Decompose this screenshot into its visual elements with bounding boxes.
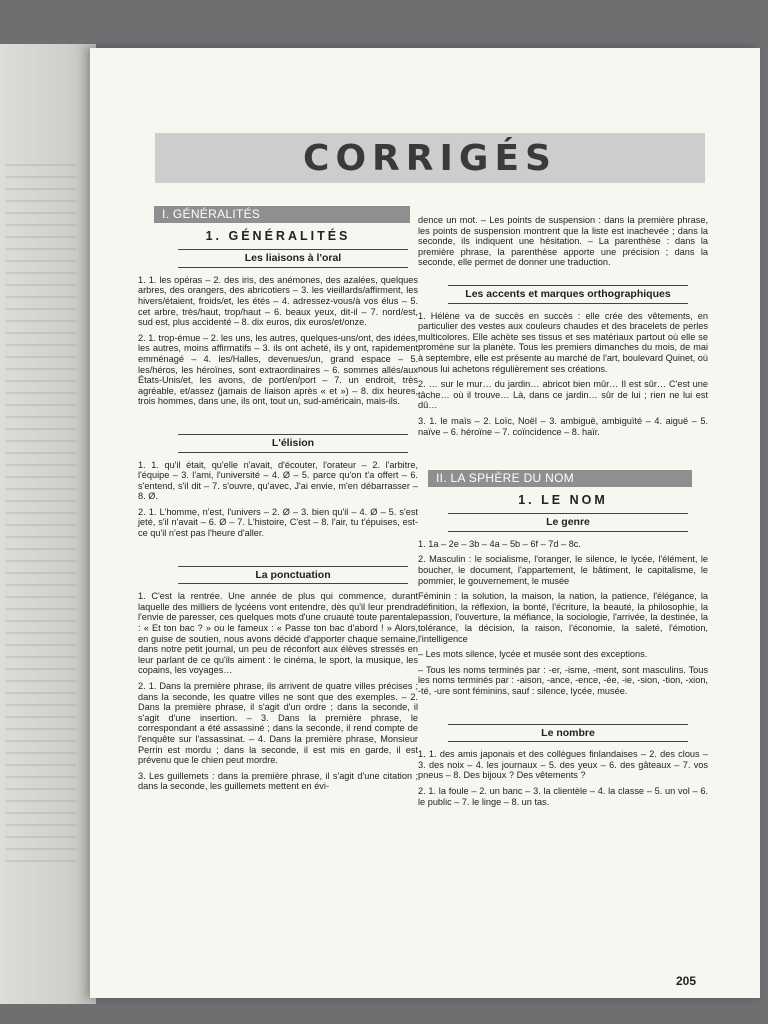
subsection-title: Le nombre (448, 724, 688, 743)
exercise-answer: 1. C'est la rentrée. Une année de plus qui commence, durant laquelle des milliers de lycéens vont entendre, dès qu'il leur prendra l'envie de paresser, ces quelques mots d'une cruauté toute parentale : « Et ton bac ? » ou le fameux : « Passe ton bac d'abord ! » Alors, en guise de soutien, nous avons décidé d'apporter chaque semaine, dans notre petit journal, un peu de réconfort aux élèves stressés en leur parlant de ce qu'ils aiment : le cinéma, le sport, la musique, les copains, les voyages… (138, 591, 418, 676)
exercise-answer: 1. 1a – 2e – 3b – 4a – 5b – 6f – 7d – 8c. (418, 538, 581, 549)
left-page-edge (0, 44, 96, 1004)
page-title: CORRIGÉS (303, 137, 557, 179)
subsection-title: Les accents et marques orthographiques (448, 285, 688, 304)
exercise-answer: 1. 1. les opéras – 2. des iris, des anémones, des azalées, quelques arbres, des orangers, des abricotiers – 3. les vieillards/affirment, les hivers/étaient, froids/et, les étés – 4. adressez-vous/à vos élus – 5. cet arbre, très/haut, trop/haut – 6. beaux yeux, dit-il – 7. nord/est, sud est, plus accidenté – 8. dix euros, dix euros/et/onze. (138, 274, 418, 328)
subsection-title: Le genre (448, 513, 688, 532)
exercise-answer: 1. 1. des amis japonais et des collègues finlandaises – 2. des clous – 3. des noix – 4. les journaux – 5. des yeux – 6. des gâteaux – 7. vos pneus – 8. Des bijoux ? Des vêtements ? (418, 749, 708, 781)
exercise-answer: 1. Hélène va de succès en succès : elle crée des vêtements, en particulier des vestes aux couleurs chaudes et des bracelets de perles multicolores. Elle achète ses tissus et ses matériaux partout où elle se promène sur la planète. Tous les premiers dimanches du mois, de mai à septembre, elle est présente au marché de l'art, boulevard Quinet, où nous lui achetons régulièrement ses créations. (418, 310, 708, 374)
exercise-answer: – Les mots silence, lycée et musée sont des exceptions. (418, 649, 648, 660)
exercise-answer: – Tous les noms terminés par : -er, -isme, -ment, sont masculins. Tous les noms terminés par : -aison, -ance, -ence, -ée, -ie, -sion, -tion, -xion, -té, -ure sont féminins, sauf : silence, lycée, musée. (418, 664, 708, 696)
book-page (90, 48, 760, 998)
chapter-title: 1. LE NOM (518, 492, 608, 507)
bleed-through-text (6, 164, 76, 864)
left-column (138, 206, 418, 797)
exercise-answer: 2. 1. L'homme, n'est, l'univers – 2. Ø – 3. bien qu'il – 4. Ø – 5. s'est jeté, s'il n'avait – 6. Ø – 7. L'histoire, C'est – 8. l'air, tu t'épuises, est-ce qu'il n'est pas l'heure d'aller. (138, 506, 418, 539)
exercise-answer: 3. 1. le maïs – 2. Loïc, Noël – 3. ambiguë, ambiguïté – 4. aiguë – 5. naïve – 6. héroïne – 7. coïncidence – 8. haïr. (418, 415, 708, 437)
section-bar: II. LA SPHÈRE DU NOM (428, 470, 692, 487)
exercise-answer: 2. 1. la foule – 2. un banc – 3. la clientèle – 4. la classe – 5. un vol – 6. le public – 7. le linge – 8. un tas. (418, 785, 708, 807)
exercise-answer: 2. 1. trop-émue – 2. les uns, les autres, quelques-uns/ont, des idées, les autres, moins affirmatifs – 3. ils ont acheté, ils y ont, rapidement emménagé – 4. les/Halles, devenues/un, grand espace – 5. les/héros, les héroïnes, sont extraordinaires – 6. sommes allés/aux États-Unis/et, les avons, de port/en/port – 7. un endroit, très agréable, et/assez (jamais de liaison après « et ») – 8. dix heures, trois hommes, dans une, ils ont, tout un, sud-américain, mais-ils. (138, 332, 418, 407)
page-number: 205 (675, 974, 696, 988)
page-banner (155, 133, 705, 183)
subsection-title: La ponctuation (178, 566, 408, 585)
subsection-title: L'élision (178, 434, 408, 453)
chapter-title: 1. GÉNÉRALITÉS (205, 228, 351, 243)
exercise-answer: 2. 1. Dans la première phrase, ils arrivent de quatre villes précises ; dans la seconde, les quatre villes ne sont que des exemples. – 2. Dans la première phrase, il s'agit d'un ordre ; dans la seconde, il s'agit d'une insertion. – 3. Dans la première phrase, le correspondant a été assassiné ; dans la seconde, il rend compte de l'enquête sur l'assassinat. – 4. Dans la première phrase, Monsieur Perrin est mordu ; dans la seconde, il est mis en garde, il est prévenu que le chien peut mordre. (138, 681, 418, 766)
subsection-title: Les liaisons à l'oral (178, 249, 408, 268)
exercise-answer: 2. Masculin : le socialisme, l'oranger, le silence, le lycée, l'élément, le boucher, le document, l'appartement, le bâtiment, le capitalisme, le pommier, le gouvernement, le musée (418, 554, 708, 586)
section-bar: I. GÉNÉRALITÉS (154, 206, 410, 223)
exercise-answer: 1. 1. qu'il était, qu'elle n'avait, d'écouter, l'orateur – 2. l'arbitre, l'équipe – 3. l'ami, l'université – 4. Ø – 5. parce qu'on t'a offert – 6. s'entend, s'il dit – 7. s'ouvre, qu'avec, J'ai envie, m'en débarrasser – 8. Ø. (138, 459, 418, 502)
right-column (418, 215, 708, 812)
exercise-answer: Féminin : la solution, la maison, la nation, la patience, l'élégance, la définition, la réflexion, la bonté, l'écriture, la beauté, la philosophie, la passion, l'ouverture, la méfiance, la sociologie, l'arrivée, la destinée, la tolérance, la décision, la raison, l'économie, la saleté, l'émotion, l'intelligence (418, 591, 708, 644)
continued-answer: dence un mot. – Les points de suspension : dans la première phrase, les points de suspension montrent que la liste est inachevée ; dans la seconde, ils indiquent une hésitation. – La parenthèse : dans la première phrase, la parenthèse apporte une précision ; dans la seconde, elle permet de donner une traduction. (418, 215, 708, 268)
exercise-answer: 2. … sur le mur… du jardin… abricot bien mûr… Il est sûr… C'est une tâche… où il trouve… Là, dans ce jardin… sûr de lui ; rien ne lui est dû… (418, 379, 708, 411)
exercise-answer: 3. Les guillemets : dans la première phrase, il s'agit d'une citation ; dans la seconde, les guillemets mettent en évi- (138, 770, 418, 792)
